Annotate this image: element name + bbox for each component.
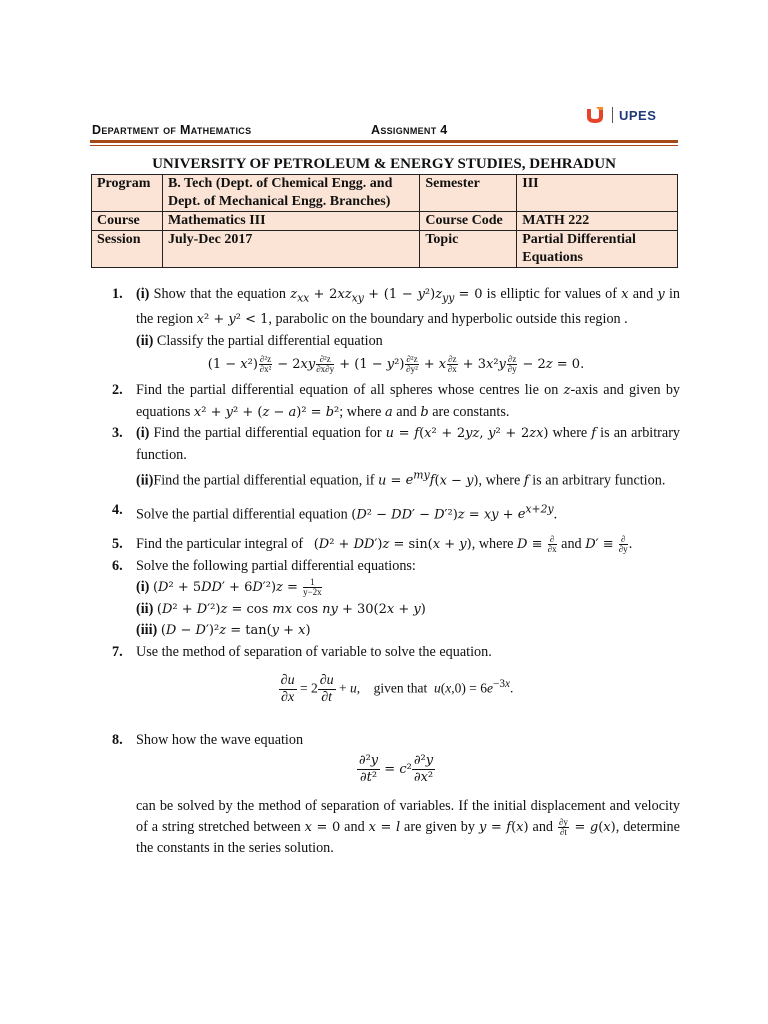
table-row: [92, 175, 678, 212]
question-text: Show how the wave equation: [136, 732, 304, 748]
assignment-title: Assignment 4: [371, 123, 448, 137]
question-4: 4. Solve the partial differential equation (D² − DD′ − D′²)z = xy + $e^{x+2y}$.: [112, 502, 558, 523]
question-number: 7.: [112, 644, 123, 661]
course-label: Course: [92, 212, 163, 231]
question-6-part-iii: (iii) (D − D′)²z = tan(y + x): [136, 622, 311, 639]
header-rule-thin: [90, 145, 678, 146]
part-label: (ii): [136, 600, 154, 617]
question-number: 1.: [112, 286, 123, 302]
logo-divider: [612, 107, 613, 123]
question-1: 1. (i) Show that the equation $z_{xx} + 2xz_{xy} + (1 - y^2)z_{yy} = 0$ is elliptic for values of x and y in the region x² + y² < 1, parabolic on the boundary and hyperbolic outside this region .: [112, 286, 680, 328]
topic-value: Partial Differential Equations: [517, 231, 678, 268]
program-value: B. Tech (Dept. of Chemical Engg. and Dept. of Mechanical Engg. Branches): [162, 175, 419, 212]
question-7: [112, 642, 680, 663]
part-label: (iii): [136, 622, 158, 639]
question-number: 6.: [112, 558, 123, 575]
question-3-part-ii: (ii)Find the partial differential equation, if $u = e^{my}f(x - y)$, where f is an arbitrary function.: [136, 468, 666, 489]
semester-label: Semester: [420, 175, 517, 212]
question-number: 2.: [112, 381, 123, 398]
table-row: [92, 212, 678, 231]
question-8-text: can be solved by the method of separation of variables. If the initial displacement and velocity of a string stretched between x = 0 and x = l are given by y = f(x) and $\frac{\partial y}{\partial t}$ = g(x), determine the constants in the series solution.: [136, 797, 680, 857]
question-text: Use the method of separation of variable to solve the equation.: [136, 644, 492, 661]
part-label: (ii): [136, 333, 154, 350]
part-label: (i): [136, 425, 150, 442]
question-number: 4.: [112, 502, 123, 519]
question-number: 5.: [112, 536, 123, 553]
question-8: [112, 730, 680, 751]
question-2: 2. Find the partial differential equation of all spheres whose centres lie on z-axis and given by equations x² + y² + (z − a)² = b²; where a and b are constants.: [112, 381, 681, 420]
upes-logo: [584, 104, 656, 126]
question-text: Classify the partial differential equation: [156, 333, 383, 350]
question-3: 3. (i) Find the partial differential equation for u = f(x² + 2yz, y² + 2zx) where f is an arbitrary function.: [112, 425, 681, 464]
question-list: [112, 284, 680, 859]
department-title: Department of Mathematics: [92, 123, 252, 137]
question-6-part-ii: (ii) (D² + D′²)z = cos mx cos ny + 30(2x + y): [136, 600, 426, 617]
brand-name: UPES: [619, 107, 657, 123]
table-row: [92, 231, 678, 268]
part-label: (ii): [136, 472, 154, 489]
session-label: Session: [92, 231, 163, 268]
topic-label: Topic: [420, 231, 517, 268]
session-value: July-Dec 2017: [162, 231, 419, 268]
upes-logo-icon: [584, 104, 606, 126]
equation-display: (1 − x²) $\frac{\text{∂²z}}{\text{∂x²}}$ − 2xy $\frac{\text{∂²z}}{\partial x\partial y}$ + (1 − y²) $\frac{\text{∂²z}}{\text{∂y²}}$ + x $\frac{\partial z}{\partial x}$ + 3x²y $\frac{\partial z}{\partial y}$ − 2z = 0.: [207, 354, 585, 375]
part-label: (i): [136, 578, 150, 595]
program-label: Program: [92, 175, 163, 212]
course-info-table: [91, 174, 678, 268]
question-6: [112, 556, 680, 577]
question-5: 5. Find the particular integral of (D² + DD′)z = sin(x + y), where D ≡ $\frac{\partial}{\partial x}$ and D′ ≡ $\frac{\partial}{\partial y}$ .: [112, 534, 633, 555]
course-code-value: MATH 222: [517, 212, 678, 231]
question-number: 3.: [112, 425, 123, 442]
question-number: 8.: [112, 732, 123, 748]
university-name: UNIVERSITY OF PETROLEUM & ENERGY STUDIES, DEHRADUN: [152, 156, 616, 172]
question-text: Solve the following partial differential equations:: [136, 558, 416, 575]
equation-display: $\frac{\text{∂²y}}{\text{∂t²}}$ = c² $\frac{\text{∂²y}}{\text{∂x²}}$: [358, 752, 434, 785]
part-label: (i): [136, 286, 150, 302]
course-code-label: Course Code: [420, 212, 517, 231]
question-1-part-ii: [112, 331, 680, 352]
question-6-part-i: (i) (D² + 5DD′ + 6D′²)z = $\frac{1}{y-2x}$: [136, 577, 322, 598]
semester-value: III: [517, 175, 678, 212]
equation-display: $\frac{\partial u}{\partial x}$ = 2 $\frac{\partial u}{\partial t}$ + u, given that $u(x,0) = 6e^{-3x}$.: [280, 673, 514, 705]
course-value: Mathematics III: [162, 212, 419, 231]
header-rule: [90, 140, 678, 143]
